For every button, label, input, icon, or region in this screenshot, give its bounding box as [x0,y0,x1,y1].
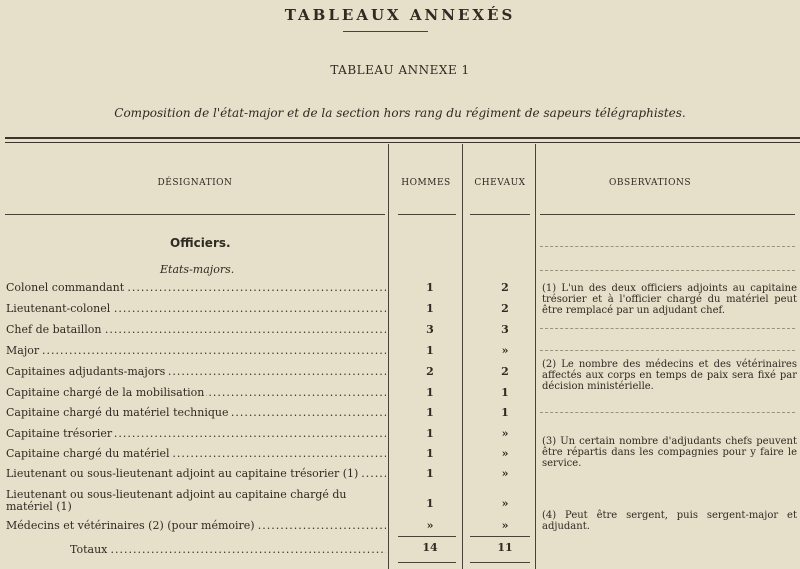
table-row-horses: » [501,497,509,510]
table-row-men: 1 [426,467,434,480]
table-row-label: Colonel commandant ..... [6,281,386,294]
header-rule-designation [5,214,385,215]
totals-label: Totaux ..... [70,543,386,556]
table-row-horses: » [501,519,509,532]
table-row-label: Major ..... [6,344,386,357]
table-row-horses: 2 [501,302,509,315]
table-row-men: 1 [426,447,434,460]
totals-bottom-rule-horses [470,562,530,563]
totals-bottom-rule-men [398,562,456,563]
table-row-men: 1 [426,497,434,510]
table-row-label: Lieutenant-colonel ..... [6,302,386,315]
column-header-observations: OBSERVATIONS [608,178,692,188]
header-rule-observations [540,214,795,215]
table-row-men: 1 [426,344,434,357]
observation-divider [540,328,795,329]
observation-note: (2) Le nombre des médecins et des vétérinaires affectés aux corps en temps de paix sera fixé par décision ministérielle. [542,359,797,392]
table-caption: Composition de l'état-major et de la section hors rang du régiment de sapeurs télégraphistes. [114,106,686,120]
table-row-horses: » [501,447,509,460]
table-row-men: 3 [426,323,434,336]
table-row-label: Lieutenant ou sous-lieutenant adjoint au capitaine chargé du matériel (1) [6,489,347,513]
table-number: TABLEAU ANNEXE 1 [330,63,470,77]
table-row-men: 2 [426,365,434,378]
column-header-horses: CHEVAUX [474,178,526,188]
table-row-label: Médecins et vétérinaires (2) (pour mémoire) ..... [6,519,386,532]
table-top-rule-secondary [5,142,800,143]
table-row-men: 1 [426,281,434,294]
table-row-label: Capitaine trésorier ..... [6,427,386,440]
title-underline [343,31,428,32]
column-header-designation: DÉSIGNATION [157,178,233,188]
observation-divider [540,270,795,271]
table-top-rule [5,137,800,139]
table-row-horses: » [501,467,509,480]
table-row-horses: 1 [501,386,509,399]
observation-note: (4) Peut être sergent, puis sergent-major et adjudant. [542,510,797,532]
table-row-men: 1 [426,302,434,315]
column-header-men: HOMMES [401,178,451,188]
table-row-label: Capitaine chargé de la mobilisation ..... [6,386,386,399]
observation-divider [540,350,795,351]
table-row-label: Chef de bataillon ..... [6,323,386,336]
subsection-heading: Etats-majors. [160,263,235,276]
observation-divider [540,412,795,413]
header-rule-men [398,214,456,215]
table-row-horses: 3 [501,323,509,336]
table-row-label: Capitaine chargé du matériel technique ..... [6,406,386,419]
totals-rule-men [398,536,456,537]
column-divider-2 [462,144,463,569]
table-row-label: Capitaines adjudants-majors ..... [6,365,386,378]
table-row-men: 1 [426,386,434,399]
table-row-label: Lieutenant ou sous-lieutenant adjoint au capitaine trésorier (1) ..... [6,467,386,480]
column-divider-1 [388,144,389,569]
observation-divider [540,246,795,247]
observation-note: (1) L'un des deux officiers adjoints au capitaine trésorier et à l'officier chargé du matériel peut être remplacé par un adjudant chef. [542,283,797,316]
table-row-horses: » [501,344,509,357]
table-row-men: » [426,519,434,532]
header-rule-horses [470,214,530,215]
totals-horses: 11 [497,541,513,554]
table-row-men: 1 [426,427,434,440]
table-row-horses: » [501,427,509,440]
column-divider-3 [535,144,536,569]
table-row-horses: 2 [501,281,509,294]
table-row-men: 1 [426,406,434,419]
totals-men: 14 [422,541,438,554]
table-row-horses: 2 [501,365,509,378]
section-heading: Officiers. [170,236,231,250]
table-row-horses: 1 [501,406,509,419]
observation-note: (3) Un certain nombre d'adjudants chefs peuvent être répartis dans les compagnies pour y faire le service. [542,436,797,469]
table-row-label: Capitaine chargé du matériel ..... [6,447,386,460]
totals-rule-horses [470,536,530,537]
page-title: TABLEAUX ANNEXÉS [284,6,516,24]
